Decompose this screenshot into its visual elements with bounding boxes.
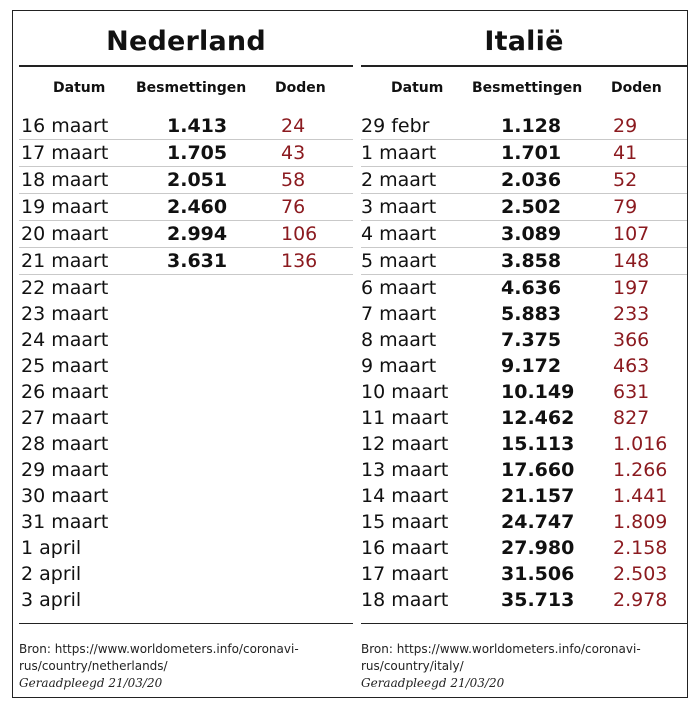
datum-cell: 12 maart <box>361 433 449 455</box>
nederland-source-rule <box>19 623 353 624</box>
table-row <box>19 379 353 405</box>
table-row <box>19 535 353 561</box>
datum-cell: 17 maart <box>361 563 449 585</box>
table-row <box>361 221 687 248</box>
doden-cell: 79 <box>613 196 638 218</box>
datum-cell: 27 maart <box>21 407 109 429</box>
datum-cell: 20 maart <box>21 223 109 245</box>
nederland-source-line2: rus/country/netherlands/ <box>19 659 168 673</box>
doden-cell: 827 <box>613 407 650 429</box>
datum-cell: 4 maart <box>361 223 437 245</box>
datum-cell: 28 maart <box>21 433 109 455</box>
besmettingen-cell: 2.460 <box>167 196 228 218</box>
doden-cell: 148 <box>613 250 650 272</box>
doden-cell: 76 <box>281 196 306 218</box>
doden-cell: 1.016 <box>613 433 668 455</box>
datum-cell: 1 april <box>21 537 82 559</box>
table-row <box>19 167 353 194</box>
table-row <box>19 405 353 431</box>
table-row <box>19 509 353 535</box>
nederland-title: Nederland <box>106 26 266 57</box>
datum-cell: 25 maart <box>21 355 109 377</box>
datum-cell: 3 maart <box>361 196 437 218</box>
doden-cell: 2.978 <box>613 589 668 611</box>
doden-cell: 52 <box>613 169 638 191</box>
besmettingen-cell: 3.089 <box>501 223 562 245</box>
table-row <box>361 561 687 587</box>
besmettingen-cell: 31.506 <box>501 563 575 585</box>
table-row <box>361 431 687 457</box>
datum-cell: 29 febr <box>361 115 430 137</box>
table-row <box>19 587 353 613</box>
datum-cell: 10 maart <box>361 381 449 403</box>
besmettingen-cell: 1.705 <box>167 142 228 164</box>
comparison-table-frame <box>12 10 688 698</box>
besmettingen-cell: 2.502 <box>501 196 562 218</box>
italie-column-headers <box>361 67 687 113</box>
table-row <box>361 140 687 167</box>
doden-cell: 107 <box>613 223 650 245</box>
doden-cell: 463 <box>613 355 650 377</box>
italie-source-rule <box>361 623 687 624</box>
doden-cell: 29 <box>613 115 638 137</box>
doden-cell: 41 <box>613 142 638 164</box>
table-row <box>361 327 687 353</box>
besmettingen-cell: 7.375 <box>501 329 562 351</box>
datum-cell: 17 maart <box>21 142 109 164</box>
datum-cell: 13 maart <box>361 459 449 481</box>
besmettingen-cell: 1.128 <box>501 115 562 137</box>
datum-cell: 21 maart <box>21 250 109 272</box>
besmettingen-cell: 10.149 <box>501 381 575 403</box>
datum-cell: 18 maart <box>21 169 109 191</box>
datum-cell: 7 maart <box>361 303 437 325</box>
datum-cell: 26 maart <box>21 381 109 403</box>
datum-cell: 31 maart <box>21 511 109 533</box>
besmettingen-cell: 12.462 <box>501 407 575 429</box>
besmettingen-cell: 9.172 <box>501 355 562 377</box>
doden-cell: 24 <box>281 115 306 137</box>
table-row <box>361 483 687 509</box>
datum-cell: 16 maart <box>361 537 449 559</box>
doden-cell: 136 <box>281 250 318 272</box>
table-row <box>361 509 687 535</box>
nederland-rows <box>19 113 353 613</box>
nederland-source-line1: Bron: https://www.worldometers.info/coronavi- <box>19 642 299 656</box>
besmettingen-cell: 27.980 <box>501 537 575 559</box>
besmettingen-cell: 21.157 <box>501 485 575 507</box>
datum-cell: 6 maart <box>361 277 437 299</box>
table-row <box>361 587 687 613</box>
table-row <box>361 167 687 194</box>
nederland-header-doden: Doden <box>275 80 326 96</box>
besmettingen-cell: 2.994 <box>167 223 228 245</box>
doden-cell: 106 <box>281 223 318 245</box>
datum-cell: 16 maart <box>21 115 109 137</box>
table-row <box>19 301 353 327</box>
table-row <box>361 275 687 301</box>
nederland-header-datum: Datum <box>53 80 106 96</box>
table-row <box>361 379 687 405</box>
datum-cell: 15 maart <box>361 511 449 533</box>
datum-cell: 29 maart <box>21 459 109 481</box>
doden-cell: 43 <box>281 142 306 164</box>
datum-cell: 2 april <box>21 563 82 585</box>
datum-cell: 11 maart <box>361 407 449 429</box>
datum-cell: 14 maart <box>361 485 449 507</box>
doden-cell: 366 <box>613 329 650 351</box>
table-row <box>19 221 353 248</box>
doden-cell: 1.266 <box>613 459 668 481</box>
datum-cell: 24 maart <box>21 329 109 351</box>
table-row <box>19 431 353 457</box>
nederland-header-besmettingen: Besmettingen <box>136 80 247 96</box>
besmettingen-cell: 1.701 <box>501 142 562 164</box>
besmettingen-cell: 2.036 <box>501 169 562 191</box>
nederland-column-headers <box>19 67 353 113</box>
datum-cell: 9 maart <box>361 355 437 377</box>
besmettingen-cell: 15.113 <box>501 433 575 455</box>
datum-cell: 18 maart <box>361 589 449 611</box>
italie-accessed-date: Geraadpleegd 21/03/20 <box>361 676 505 690</box>
nederland-panel <box>19 11 353 613</box>
doden-cell: 1.441 <box>613 485 668 507</box>
doden-cell: 2.158 <box>613 537 668 559</box>
table-row <box>361 405 687 431</box>
italie-header-datum: Datum <box>391 80 444 96</box>
doden-cell: 197 <box>613 277 650 299</box>
table-row <box>361 301 687 327</box>
italie-header-besmettingen: Besmettingen <box>472 80 583 96</box>
besmettingen-cell: 17.660 <box>501 459 575 481</box>
besmettingen-cell: 35.713 <box>501 589 575 611</box>
italie-source-line2: rus/country/italy/ <box>361 659 464 673</box>
table-row <box>361 353 687 379</box>
italie-source-line1: Bron: https://www.worldometers.info/coronavi- <box>361 642 641 656</box>
italie-source <box>361 641 687 692</box>
doden-cell: 58 <box>281 169 306 191</box>
italie-rows <box>361 113 687 613</box>
table-row <box>19 483 353 509</box>
doden-cell: 631 <box>613 381 650 403</box>
besmettingen-cell: 24.747 <box>501 511 575 533</box>
table-row <box>19 457 353 483</box>
nederland-source <box>19 641 353 692</box>
table-row <box>361 248 687 275</box>
besmettingen-cell: 3.631 <box>167 250 228 272</box>
doden-cell: 1.809 <box>613 511 668 533</box>
table-row <box>19 248 353 275</box>
besmettingen-cell: 5.883 <box>501 303 562 325</box>
table-row <box>361 194 687 221</box>
datum-cell: 8 maart <box>361 329 437 351</box>
table-row <box>361 457 687 483</box>
besmettingen-cell: 3.858 <box>501 250 562 272</box>
italie-title: Italië <box>484 26 564 57</box>
table-row <box>361 113 687 140</box>
besmettingen-cell: 2.051 <box>167 169 228 191</box>
besmettingen-cell: 1.413 <box>167 115 228 137</box>
datum-cell: 22 maart <box>21 277 109 299</box>
italie-header-doden: Doden <box>611 80 662 96</box>
datum-cell: 2 maart <box>361 169 437 191</box>
italie-panel <box>361 11 687 613</box>
table-row <box>19 561 353 587</box>
doden-cell: 233 <box>613 303 650 325</box>
datum-cell: 19 maart <box>21 196 109 218</box>
datum-cell: 23 maart <box>21 303 109 325</box>
table-row <box>19 275 353 301</box>
datum-cell: 30 maart <box>21 485 109 507</box>
table-row <box>19 353 353 379</box>
besmettingen-cell: 4.636 <box>501 277 562 299</box>
table-row <box>361 535 687 561</box>
datum-cell: 1 maart <box>361 142 437 164</box>
table-row <box>19 140 353 167</box>
nederland-accessed-date: Geraadpleegd 21/03/20 <box>19 676 163 690</box>
doden-cell: 2.503 <box>613 563 668 585</box>
table-row <box>19 113 353 140</box>
datum-cell: 3 april <box>21 589 82 611</box>
datum-cell: 5 maart <box>361 250 437 272</box>
table-row <box>19 194 353 221</box>
table-row <box>19 327 353 353</box>
